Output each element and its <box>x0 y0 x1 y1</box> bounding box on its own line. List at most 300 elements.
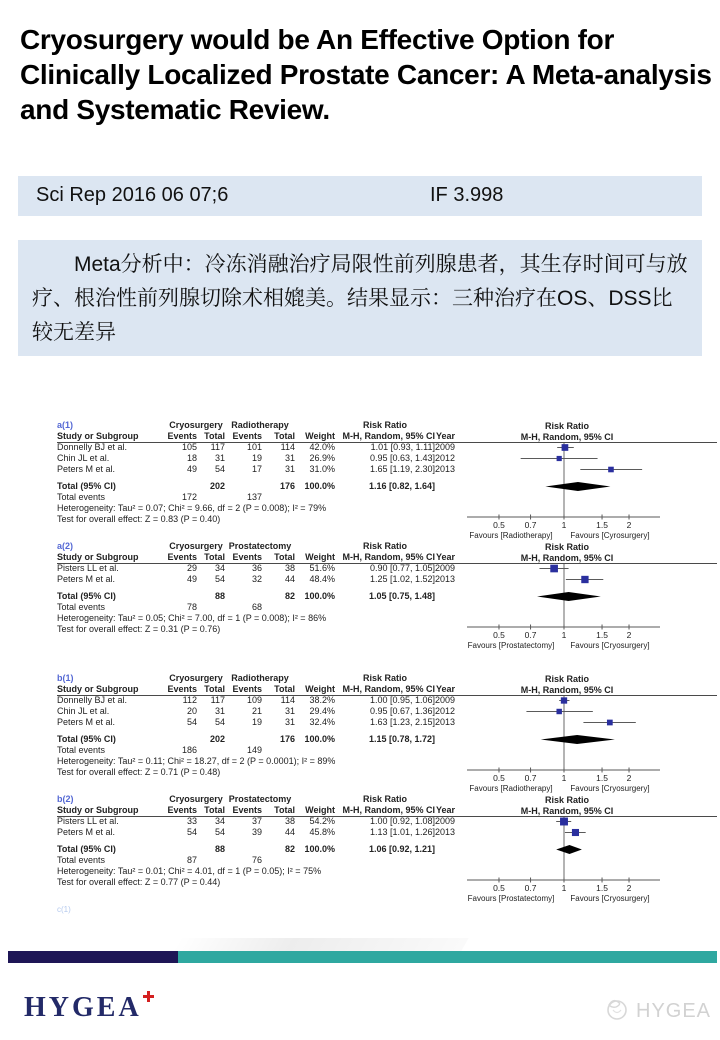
weight: 26.9% <box>309 453 335 463</box>
cell <box>435 591 455 602</box>
column-header-row <box>57 684 455 695</box>
study-name: Chin JL et al. <box>57 706 110 716</box>
group-header-row <box>57 420 455 431</box>
favours-left-label: Favours [Radiotherapy] <box>469 531 553 540</box>
column-header: Events <box>232 431 262 441</box>
total-events-label: Total events <box>57 855 106 865</box>
year: 2013 <box>435 717 456 727</box>
ci-text: 0.95 [0.67, 1.36] <box>369 706 435 716</box>
total-weight: 100.0% <box>304 844 335 854</box>
rr-marker <box>557 456 562 461</box>
cell <box>197 855 225 866</box>
total1: 54 <box>214 717 225 727</box>
axis-tick-label: 1 <box>561 630 567 640</box>
study-name: Peters M et al. <box>57 827 116 837</box>
forest-plot-a(2) <box>455 541 717 651</box>
footer-bar-navy-segment <box>8 951 178 963</box>
column-header: M-H, Random, 95% CI <box>342 805 435 815</box>
year: 2013 <box>435 464 456 474</box>
group-header-row <box>57 673 455 684</box>
plot-model-label: M-H, Random, 95% CI <box>520 685 614 695</box>
page-title: Cryosurgery would be An Effective Option for Clinically Localized Prostate Cancer: A Meta-analysis and Systematic Review. <box>20 24 712 125</box>
plot-model-label: M-H, Random, 95% CI <box>520 553 614 563</box>
rr-marker <box>572 829 579 836</box>
study-row <box>57 464 455 475</box>
cell <box>295 745 335 756</box>
axis-tick-label: 1 <box>561 883 567 893</box>
impact-factor: IF 3.998 <box>430 184 504 206</box>
forest-plot-b(2) <box>455 794 717 904</box>
overall-test-row <box>57 624 455 635</box>
total1: 117 <box>210 442 225 452</box>
favours-right-label: Favours [Cryosurgery] <box>570 641 650 650</box>
heterogeneity-row <box>57 756 455 767</box>
events2: 37 <box>251 816 262 826</box>
column-header-row <box>57 552 455 563</box>
rr-marker <box>581 576 588 583</box>
column-header: Events <box>232 805 262 815</box>
total2: 31 <box>284 464 295 474</box>
weight: 45.8% <box>309 827 335 837</box>
axis-tick-label: 2 <box>626 520 632 530</box>
cell <box>225 844 262 855</box>
total-events-row <box>57 492 455 503</box>
axis-tick-label: 1.5 <box>596 520 608 530</box>
header-underline <box>57 563 717 564</box>
study-name: Peters M et al. <box>57 717 116 727</box>
column-header: Year <box>435 431 455 441</box>
study-row <box>57 442 455 453</box>
study-name: Pisters LL et al. <box>57 816 119 826</box>
forest-table-b(2) <box>57 794 455 888</box>
cell <box>295 420 335 431</box>
cell <box>197 492 225 503</box>
ci-text: 0.90 [0.77, 1.05] <box>369 563 435 573</box>
events2: 39 <box>251 827 262 837</box>
year: 2009 <box>435 695 456 705</box>
axis-tick-label: 0.7 <box>524 520 537 530</box>
column-header: M-H, Random, 95% CI <box>342 684 435 694</box>
column-header: M-H, Random, 95% CI <box>342 431 435 441</box>
ci-text: 1.01 [0.93, 1.11] <box>370 442 435 452</box>
year: 2013 <box>435 827 456 837</box>
hygea-watermark-stamp-icon <box>604 996 630 1027</box>
cell <box>167 591 197 602</box>
total-events-label: Total events <box>57 745 106 755</box>
total-events1: 186 <box>181 745 197 755</box>
total-events2: 149 <box>246 745 262 755</box>
journal-bar <box>18 176 702 216</box>
column-header: Year <box>435 684 455 694</box>
effect-label: Risk Ratio <box>362 794 407 804</box>
forest-section-b(2) <box>57 794 717 904</box>
study-row <box>57 816 455 827</box>
cell <box>335 492 435 503</box>
overall-test-text: Test for overall effect: Z = 0.71 (P = 0.48) <box>57 767 221 777</box>
rr-marker <box>561 697 567 703</box>
cell <box>262 745 295 756</box>
total1: 31 <box>214 453 225 463</box>
weight: 48.4% <box>309 574 335 584</box>
hygea-watermark <box>604 996 711 1027</box>
total-total2: 82 <box>284 844 295 854</box>
total2: 31 <box>284 706 295 716</box>
total-events2: 137 <box>246 492 262 502</box>
year: 2012 <box>435 453 456 463</box>
cell <box>167 844 197 855</box>
axis-tick-label: 0.5 <box>493 883 505 893</box>
favours-left-label: Favours [Prostatectomy] <box>467 641 555 650</box>
total2: 31 <box>284 453 295 463</box>
year: 2009 <box>435 816 456 826</box>
ci-text: 1.63 [1.23, 2.15] <box>369 717 435 727</box>
hygea-logo <box>24 978 154 1024</box>
weight: 31.0% <box>309 464 335 474</box>
total-total2: 82 <box>284 591 295 601</box>
forest-section-a(2) <box>57 541 717 651</box>
study-row <box>57 717 455 728</box>
axis-tick-label: 0.5 <box>493 630 505 640</box>
total-ci-text: 1.06 [0.92, 1.21] <box>368 844 435 854</box>
column-header: Total <box>204 552 225 562</box>
footer-bar-teal-segment <box>178 951 717 963</box>
column-header: Events <box>167 431 197 441</box>
total-label: Total (95% CI) <box>57 481 116 491</box>
events1: 29 <box>186 563 197 573</box>
column-header: Study or Subgroup <box>57 552 139 562</box>
overall-test-text: Test for overall effect: Z = 0.77 (P = 0.44) <box>57 877 221 887</box>
cell <box>262 855 295 866</box>
year: 2013 <box>435 574 456 584</box>
events1: 105 <box>181 442 197 452</box>
plot-effect-label: Risk Ratio <box>544 542 590 552</box>
events2: 19 <box>251 453 262 463</box>
section-label: a(1) <box>57 420 74 430</box>
total-label: Total (95% CI) <box>57 844 116 854</box>
total-diamond <box>545 482 610 491</box>
total1: 54 <box>214 574 225 584</box>
total1: 54 <box>214 827 225 837</box>
section-label: b(2) <box>57 794 74 804</box>
group2-header: Prostatectomy <box>228 541 292 551</box>
column-header: Events <box>167 805 197 815</box>
total1: 31 <box>214 706 225 716</box>
axis-tick-label: 0.7 <box>524 773 537 783</box>
column-header: Events <box>232 552 262 562</box>
events2: 19 <box>251 717 262 727</box>
cell <box>197 602 225 613</box>
column-header: Events <box>167 684 197 694</box>
column-header: Weight <box>305 552 335 562</box>
weight: 32.4% <box>309 717 335 727</box>
favours-right-label: Favours [Cryosurgery] <box>570 894 650 903</box>
group-header-row <box>57 541 455 552</box>
events1: 18 <box>186 453 197 463</box>
cell <box>435 492 455 503</box>
total-events-label: Total events <box>57 602 106 612</box>
favours-right-label: Favours [Cyrosurgery] <box>570 531 650 540</box>
total-events1: 78 <box>186 602 197 612</box>
column-header: Events <box>167 552 197 562</box>
study-row <box>57 695 455 706</box>
total-total1: 88 <box>214 591 225 601</box>
cell <box>295 855 335 866</box>
year: 2012 <box>435 706 456 716</box>
events1: 54 <box>186 827 197 837</box>
cell <box>225 481 262 492</box>
axis-tick-label: 2 <box>626 773 632 783</box>
study-row <box>57 827 455 838</box>
header-underline <box>57 442 717 443</box>
rr-marker <box>560 818 568 826</box>
plot-effect-label: Risk Ratio <box>544 674 590 684</box>
total-weight: 100.0% <box>304 734 335 744</box>
total-ci-text: 1.16 [0.82, 1.64] <box>368 481 435 491</box>
total1: 54 <box>214 464 225 474</box>
ci-text: 1.13 [1.01, 1.26] <box>369 827 435 837</box>
column-header: Total <box>204 684 225 694</box>
rr-marker <box>608 467 614 473</box>
year: 2009 <box>435 563 456 573</box>
axis-tick-label: 0.5 <box>493 520 505 530</box>
cell <box>435 673 455 684</box>
axis-tick-label: 0.5 <box>493 773 505 783</box>
plot-effect-label: Risk Ratio <box>544 795 590 805</box>
events1: 112 <box>182 695 197 705</box>
cell <box>435 734 455 745</box>
axis-tick-label: 2 <box>626 883 632 893</box>
weight: 51.6% <box>309 563 335 573</box>
overall-test-text: Test for overall effect: Z = 0.83 (P = 0.40) <box>57 514 221 524</box>
total-label: Total (95% CI) <box>57 591 116 601</box>
plot-model-label: M-H, Random, 95% CI <box>520 432 614 442</box>
total-events-label: Total events <box>57 492 106 502</box>
plot-model-label: M-H, Random, 95% CI <box>520 806 614 816</box>
study-row <box>57 563 455 574</box>
weight: 54.2% <box>309 816 335 826</box>
heterogeneity-text: Heterogeneity: Tau² = 0.07; Chi² = 9.66, df = 2 (P = 0.008); I² = 79% <box>57 503 327 513</box>
footer-wisp-decoration <box>171 938 469 951</box>
journal-reference: Sci Rep 2016 06 07;6 <box>36 184 229 206</box>
group2-header: Radiotherapy <box>231 420 289 430</box>
header-underline <box>57 816 717 817</box>
events2: 109 <box>246 695 262 705</box>
total2: 38 <box>284 816 295 826</box>
column-header: Weight <box>305 805 335 815</box>
section-label: a(2) <box>57 541 74 551</box>
events1: 49 <box>186 574 197 584</box>
total-row <box>57 591 455 602</box>
events1: 54 <box>186 717 197 727</box>
cell <box>435 481 455 492</box>
footer-bar <box>8 951 717 963</box>
study-name: Donnelly BJ et al. <box>57 442 128 452</box>
axis-tick-label: 1 <box>561 520 567 530</box>
favours-left-label: Favours [Radiotherapy] <box>469 784 553 793</box>
ci-text: 1.00 [0.92, 1.08] <box>369 816 435 826</box>
overall-test-row <box>57 767 455 778</box>
column-header: Study or Subgroup <box>57 805 139 815</box>
cell <box>167 734 197 745</box>
cell <box>295 673 335 684</box>
group2-header: Radiotherapy <box>231 673 289 683</box>
heterogeneity-text: Heterogeneity: Tau² = 0.05; Chi² = 7.00, df = 1 (P = 0.008); I² = 86% <box>57 613 327 623</box>
study-name: Donnelly BJ et al. <box>57 695 128 705</box>
rr-marker <box>550 565 558 573</box>
cell <box>295 492 335 503</box>
weight: 42.0% <box>309 442 335 452</box>
total-diamond <box>537 592 601 601</box>
total-events2: 68 <box>251 602 262 612</box>
total-events1: 87 <box>186 855 197 865</box>
study-name: Peters M et al. <box>57 464 116 474</box>
column-header: Total <box>204 431 225 441</box>
total1: 34 <box>214 816 225 826</box>
column-header-row <box>57 431 455 442</box>
forest-table-b(1) <box>57 673 455 778</box>
cell <box>335 602 435 613</box>
total2: 38 <box>284 563 295 573</box>
events1: 20 <box>186 706 197 716</box>
overall-test-text: Test for overall effect: Z = 0.31 (P = 0.76) <box>57 624 221 634</box>
heterogeneity-text: Heterogeneity: Tau² = 0.01; Chi² = 4.01, df = 1 (P = 0.05); I² = 75% <box>57 866 322 876</box>
year: 2009 <box>435 442 456 452</box>
group2-header: Prostatectomy <box>228 794 292 804</box>
axis-tick-label: 1.5 <box>596 773 608 783</box>
rr-marker <box>607 720 613 726</box>
cell <box>262 492 295 503</box>
study-row <box>57 453 455 464</box>
column-header: Weight <box>305 431 335 441</box>
axis-tick-label: 1 <box>561 773 567 783</box>
column-header: Events <box>232 684 262 694</box>
hygea-watermark-text: HYGEA <box>636 1000 712 1022</box>
total2: 114 <box>280 695 295 705</box>
total-diamond <box>556 845 582 854</box>
cell <box>335 745 435 756</box>
total2: 31 <box>284 717 295 727</box>
header-underline <box>57 695 717 696</box>
group-header-row <box>57 794 455 805</box>
ci-text: 1.00 [0.95, 1.06] <box>369 695 435 705</box>
group1-header: Cryosurgery <box>169 541 223 551</box>
study-row <box>57 574 455 585</box>
weight: 29.4% <box>309 706 335 716</box>
cell <box>225 734 262 745</box>
rr-marker <box>556 709 561 714</box>
total-events-row <box>57 745 455 756</box>
events2: 32 <box>251 574 262 584</box>
events1: 49 <box>186 464 197 474</box>
total-events1: 172 <box>181 492 197 502</box>
axis-tick-label: 2 <box>626 630 632 640</box>
forest-plot-b(1) <box>455 673 717 794</box>
forest-table-a(2) <box>57 541 455 635</box>
red-cross-icon <box>143 978 154 1010</box>
cell <box>335 855 435 866</box>
column-header: Total <box>274 552 295 562</box>
forest-section-a(1) <box>57 420 717 541</box>
plot-effect-label: Risk Ratio <box>544 421 590 431</box>
cell <box>435 541 455 552</box>
total-events2: 76 <box>251 855 262 865</box>
effect-label: Risk Ratio <box>362 673 407 683</box>
ci-text: 1.65 [1.19, 2.30] <box>369 464 435 474</box>
heterogeneity-row <box>57 866 455 877</box>
axis-tick-label: 0.7 <box>524 630 537 640</box>
weight: 38.2% <box>309 695 335 705</box>
column-header: Total <box>274 431 295 441</box>
forest-plot-figure <box>57 420 717 914</box>
column-header: Total <box>274 805 295 815</box>
overall-test-row <box>57 877 455 888</box>
study-name: Chin JL et al. <box>57 453 110 463</box>
total-total1: 88 <box>214 844 225 854</box>
events1: 33 <box>186 816 197 826</box>
cell <box>435 844 455 855</box>
rr-marker <box>562 444 569 451</box>
total-events-row <box>57 602 455 613</box>
column-header: Year <box>435 552 455 562</box>
cell <box>262 602 295 613</box>
forest-table-a(1) <box>57 420 455 525</box>
events2: 17 <box>251 464 262 474</box>
total1: 34 <box>214 563 225 573</box>
total1: 117 <box>210 695 225 705</box>
column-header: Total <box>204 805 225 815</box>
cell <box>435 602 455 613</box>
total-total1: 202 <box>209 481 225 491</box>
cell <box>295 602 335 613</box>
column-header: M-H, Random, 95% CI <box>342 552 435 562</box>
column-header: Study or Subgroup <box>57 684 139 694</box>
ci-text: 1.25 [1.02, 1.52] <box>369 574 435 584</box>
forest-plot-a(1) <box>455 420 717 541</box>
column-header: Total <box>274 684 295 694</box>
axis-tick-label: 0.7 <box>524 883 537 893</box>
total2: 114 <box>280 442 295 452</box>
study-name: Peters M et al. <box>57 574 116 584</box>
effect-label: Risk Ratio <box>362 541 407 551</box>
axis-tick-label: 1.5 <box>596 883 608 893</box>
favours-left-label: Favours [Prostatectomy] <box>467 894 555 903</box>
total-total2: 176 <box>279 734 295 744</box>
effect-label: Risk Ratio <box>362 420 407 430</box>
total-row <box>57 734 455 745</box>
total-diamond <box>541 735 615 744</box>
column-header: Weight <box>305 684 335 694</box>
cell <box>295 794 335 805</box>
column-header: Study or Subgroup <box>57 431 139 441</box>
total-weight: 100.0% <box>304 591 335 601</box>
cell <box>435 855 455 866</box>
summary-box <box>18 240 702 356</box>
group1-header: Cryosurgery <box>169 794 223 804</box>
group1-header: Cryosurgery <box>169 420 223 430</box>
cell <box>295 541 335 552</box>
hygea-logo-text: HYGEA <box>24 992 142 1023</box>
summary-text: Meta分析中：冷冻消融治疗局限性前列腺患者，其生存时间可与放疗、根治性前列腺切除术相媲美。结果显示：三种治疗在OS、DSS比较无差异 <box>32 253 688 344</box>
axis-tick-label: 1.5 <box>596 630 608 640</box>
total-weight: 100.0% <box>304 481 335 491</box>
total-events-row <box>57 855 455 866</box>
total2: 44 <box>284 574 295 584</box>
total-ci-text: 1.05 [0.75, 1.48] <box>368 591 435 601</box>
total2: 44 <box>284 827 295 837</box>
cell <box>197 745 225 756</box>
cell <box>435 745 455 756</box>
cell <box>435 420 455 431</box>
